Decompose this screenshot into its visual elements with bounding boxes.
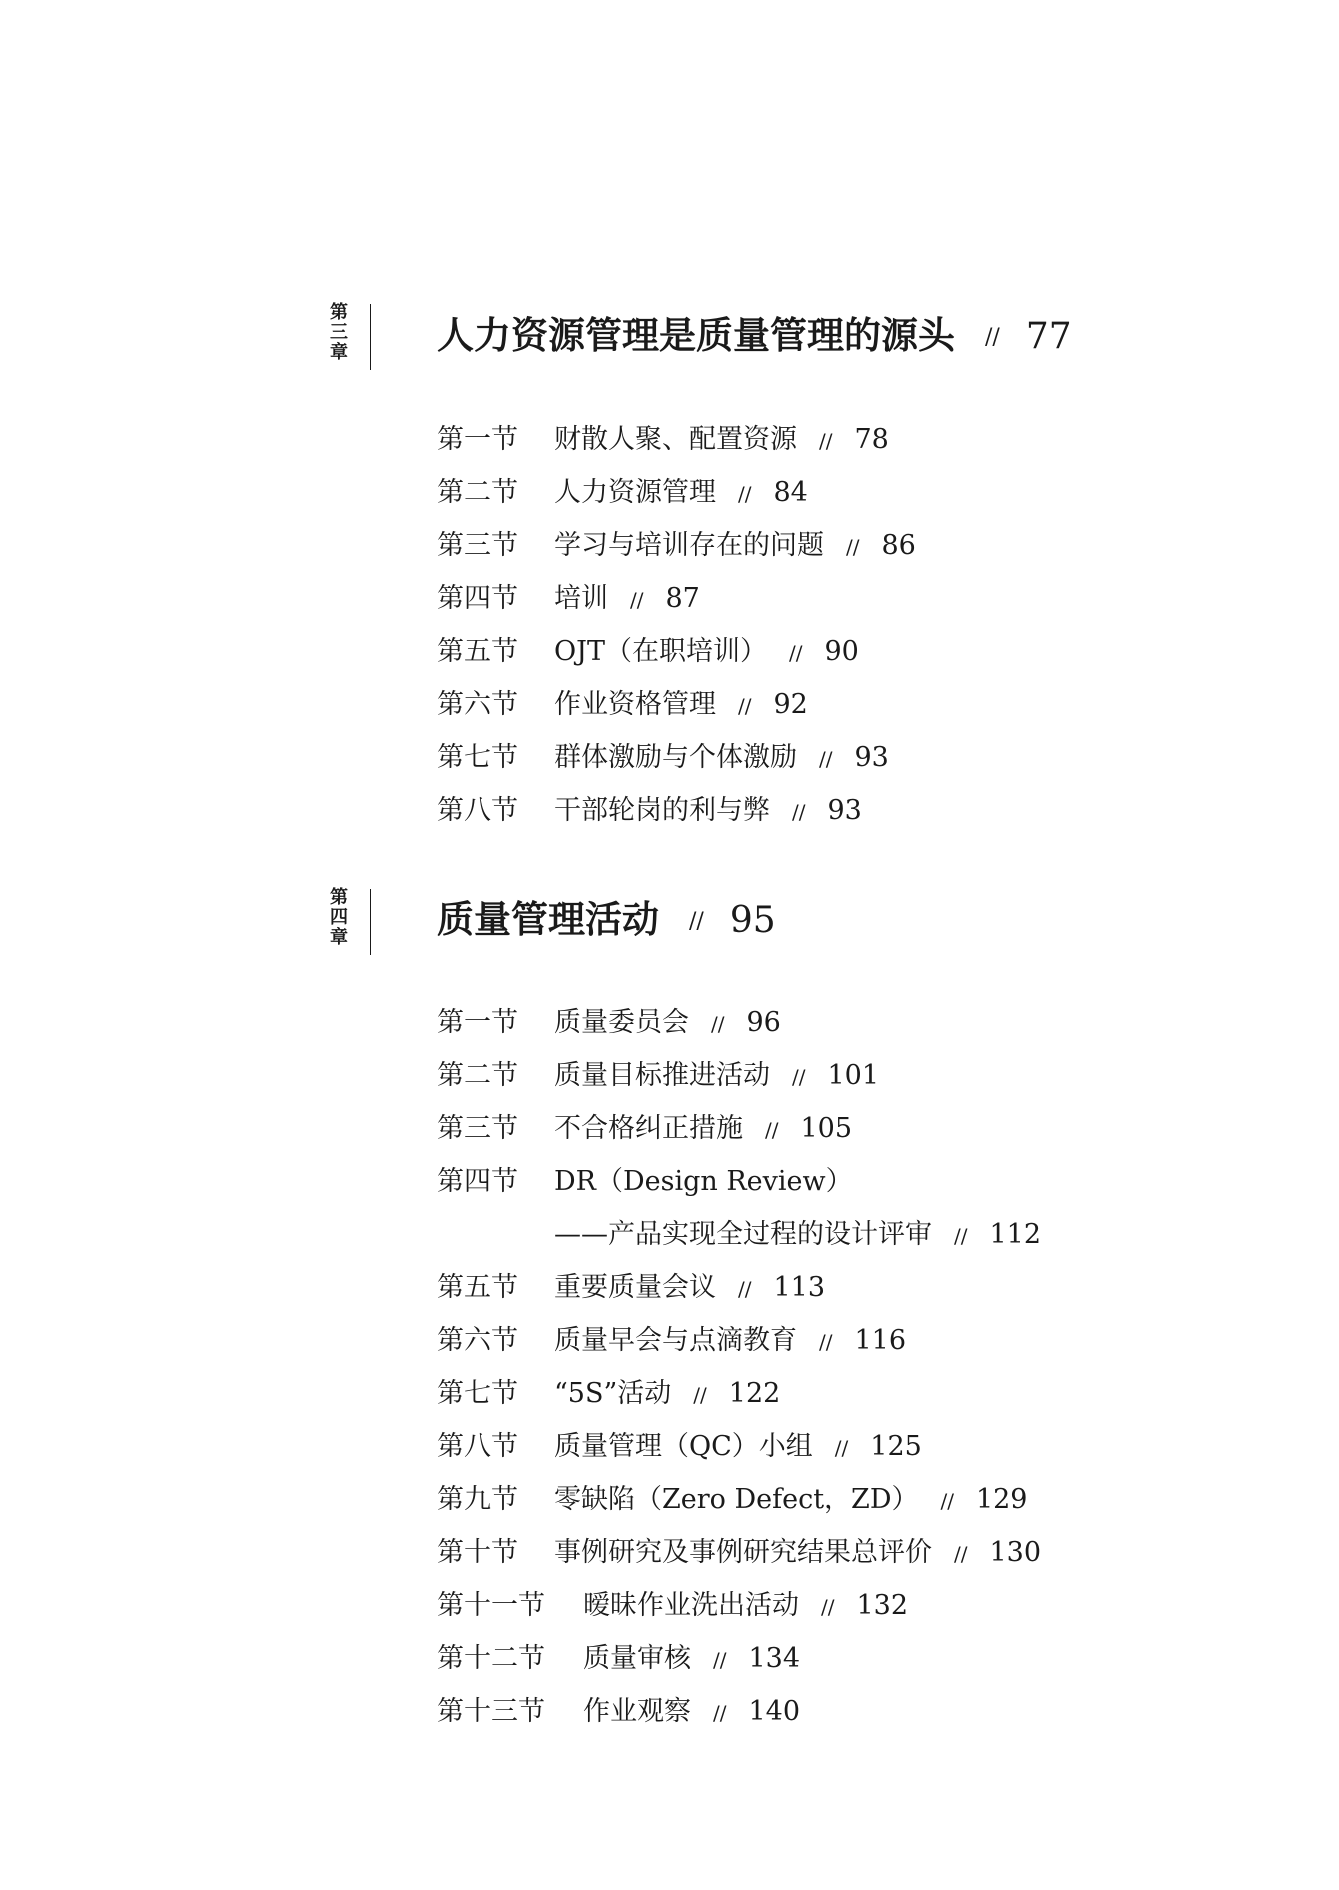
- toc-entry[interactable]: [437, 731, 916, 784]
- page-separator: //: [792, 800, 806, 824]
- section-page-number: 140: [748, 1696, 801, 1727]
- chapter-divider: [370, 304, 371, 370]
- section-title: 人力资源管理: [554, 477, 716, 508]
- section-title: 质量管理（QC）小组: [554, 1431, 813, 1462]
- toc-entry[interactable]: [437, 572, 916, 625]
- chapter-label-char: 第: [330, 887, 348, 908]
- toc-entry[interactable]: [437, 1261, 1041, 1314]
- chapter-4-label: [326, 888, 352, 948]
- page-separator: //: [711, 1012, 725, 1036]
- section-title: 质量委员会: [554, 1007, 689, 1038]
- toc-entry-continuation[interactable]: [437, 1208, 1041, 1261]
- page-separator: //: [821, 1595, 835, 1619]
- toc-entry[interactable]: [437, 678, 916, 731]
- chapter-title-text: 人力资源管理是质量管理的源头: [437, 314, 955, 357]
- page-separator: //: [846, 535, 860, 559]
- section-page-number: 125: [870, 1431, 922, 1462]
- chapter-3-title[interactable]: [437, 314, 1072, 360]
- section-title: 质量审核: [583, 1643, 691, 1674]
- section-title: 事例研究及事例研究结果总评价: [554, 1537, 932, 1568]
- toc-entry[interactable]: [437, 519, 916, 572]
- chapter-4-section-list: [437, 996, 1041, 1738]
- page-separator: //: [834, 1436, 849, 1460]
- section-number: 第九节: [437, 1484, 518, 1515]
- section-number: 第一节: [437, 424, 518, 455]
- toc-entry[interactable]: [437, 1685, 1041, 1738]
- toc-entry[interactable]: [437, 784, 916, 837]
- section-number: 第五节: [437, 1272, 518, 1303]
- section-page-number: 132: [856, 1590, 909, 1621]
- page-separator: //: [819, 1330, 833, 1354]
- section-title: 质量早会与点滴教育: [554, 1325, 797, 1356]
- chapter-page-number: 77: [1025, 316, 1072, 357]
- section-page-number: 86: [881, 530, 916, 561]
- toc-entry[interactable]: [437, 1526, 1041, 1579]
- page-separator: //: [788, 641, 803, 665]
- section-page-number: 92: [773, 689, 808, 720]
- toc-entry[interactable]: [437, 466, 916, 519]
- section-page-number: 84: [773, 477, 808, 508]
- page-separator: //: [713, 1648, 727, 1672]
- section-title: 不合格纠正措施: [554, 1113, 743, 1144]
- page-separator: //: [630, 588, 644, 612]
- section-page-number: 130: [989, 1537, 1042, 1568]
- section-page-number: 78: [854, 424, 889, 455]
- section-title: 作业观察: [583, 1696, 691, 1727]
- section-title: 暧昧作业洗出活动: [583, 1590, 799, 1621]
- page-separator: //: [954, 1224, 968, 1248]
- toc-entry[interactable]: [437, 996, 1041, 1049]
- toc-entry[interactable]: [437, 1420, 1041, 1473]
- section-page-number: 90: [824, 636, 859, 667]
- chapter-4-title[interactable]: [437, 898, 776, 944]
- section-number: 第十二节: [437, 1643, 545, 1674]
- section-title: 零缺陷（Zero Defect，ZD）: [554, 1484, 919, 1515]
- page-separator: //: [985, 324, 1000, 350]
- section-page-number: 113: [773, 1272, 826, 1303]
- page-separator: //: [954, 1542, 968, 1566]
- section-page-number: 116: [854, 1325, 907, 1356]
- section-page-number: 96: [746, 1007, 781, 1038]
- section-number: 第十节: [437, 1537, 518, 1568]
- toc-entry[interactable]: [437, 1367, 1041, 1420]
- page-separator: //: [940, 1489, 954, 1513]
- page-separator: //: [713, 1701, 727, 1725]
- chapter-divider: [370, 889, 371, 955]
- section-title: OJT（在职培训）: [554, 636, 767, 667]
- page-separator: //: [738, 1277, 752, 1301]
- section-title: 作业资格管理: [554, 689, 716, 720]
- section-number: 第三节: [437, 1113, 518, 1144]
- section-page-number: 93: [854, 742, 889, 773]
- toc-entry[interactable]: [437, 413, 916, 466]
- section-number: 第四节: [437, 1166, 518, 1197]
- section-title: “5S”活动: [554, 1378, 672, 1409]
- section-number: 第五节: [437, 636, 518, 667]
- section-title: 质量目标推进活动: [554, 1060, 770, 1091]
- section-page-number: 122: [728, 1378, 781, 1409]
- section-title: 培训: [554, 583, 608, 614]
- section-title: DR（Design Review）: [554, 1166, 853, 1197]
- section-number: 第六节: [437, 689, 518, 720]
- section-number: 第七节: [437, 1378, 518, 1409]
- section-number: 第十一节: [437, 1590, 545, 1621]
- section-page-number: 101: [827, 1060, 880, 1091]
- chapter-title-text: 质量管理活动: [437, 898, 659, 941]
- toc-entry[interactable]: [437, 1155, 1041, 1208]
- chapter-label-char: 第: [330, 302, 348, 323]
- page-separator: //: [738, 694, 752, 718]
- section-number: 第三节: [437, 530, 518, 561]
- section-title: 群体激励与个体激励: [554, 742, 797, 773]
- toc-entry[interactable]: [437, 625, 916, 678]
- section-title: 干部轮岗的利与弊: [554, 795, 770, 826]
- chapter-3-section-list: [437, 413, 916, 837]
- section-subtitle: ——产品实现全过程的设计评审: [554, 1219, 932, 1250]
- section-number: 第一节: [437, 1007, 518, 1038]
- chapter-label-char: 章: [330, 342, 348, 363]
- section-page-number: 93: [827, 795, 862, 826]
- page-separator: //: [792, 1065, 806, 1089]
- chapter-label-char: 三: [330, 322, 348, 343]
- toc-entry[interactable]: [437, 1049, 1041, 1102]
- page-separator: //: [738, 482, 752, 506]
- toc-entry[interactable]: [437, 1632, 1041, 1685]
- toc-entry[interactable]: [437, 1102, 1041, 1155]
- chapter-label-char: 章: [330, 927, 348, 948]
- section-number: 第八节: [437, 1431, 518, 1462]
- section-number: 第二节: [437, 477, 518, 508]
- page-separator: //: [693, 1383, 707, 1407]
- chapter-label-char: 四: [330, 907, 348, 928]
- section-number: 第四节: [437, 583, 518, 614]
- chapter-page-number: 95: [729, 900, 776, 941]
- page-separator: //: [765, 1118, 779, 1142]
- section-number: 第七节: [437, 742, 518, 773]
- chapter-3-label: [326, 303, 352, 363]
- section-page-number: 134: [748, 1643, 801, 1674]
- toc-entry[interactable]: [437, 1579, 1041, 1632]
- toc-entry[interactable]: [437, 1314, 1041, 1367]
- section-number: 第六节: [437, 1325, 518, 1356]
- section-title: 财散人聚、配置资源: [554, 424, 797, 455]
- section-page-number: 112: [989, 1219, 1042, 1250]
- section-title: 重要质量会议: [554, 1272, 716, 1303]
- section-page-number: 129: [975, 1484, 1028, 1515]
- section-page-number: 105: [800, 1113, 853, 1144]
- page-separator: //: [689, 908, 704, 934]
- toc-entry[interactable]: [437, 1473, 1041, 1526]
- page-separator: //: [819, 747, 833, 771]
- section-number: 第二节: [437, 1060, 518, 1091]
- section-number: 第八节: [437, 795, 518, 826]
- section-page-number: 87: [665, 583, 700, 614]
- page-separator: //: [819, 429, 833, 453]
- section-number: 第十三节: [437, 1696, 545, 1727]
- section-title: 学习与培训存在的问题: [554, 530, 824, 561]
